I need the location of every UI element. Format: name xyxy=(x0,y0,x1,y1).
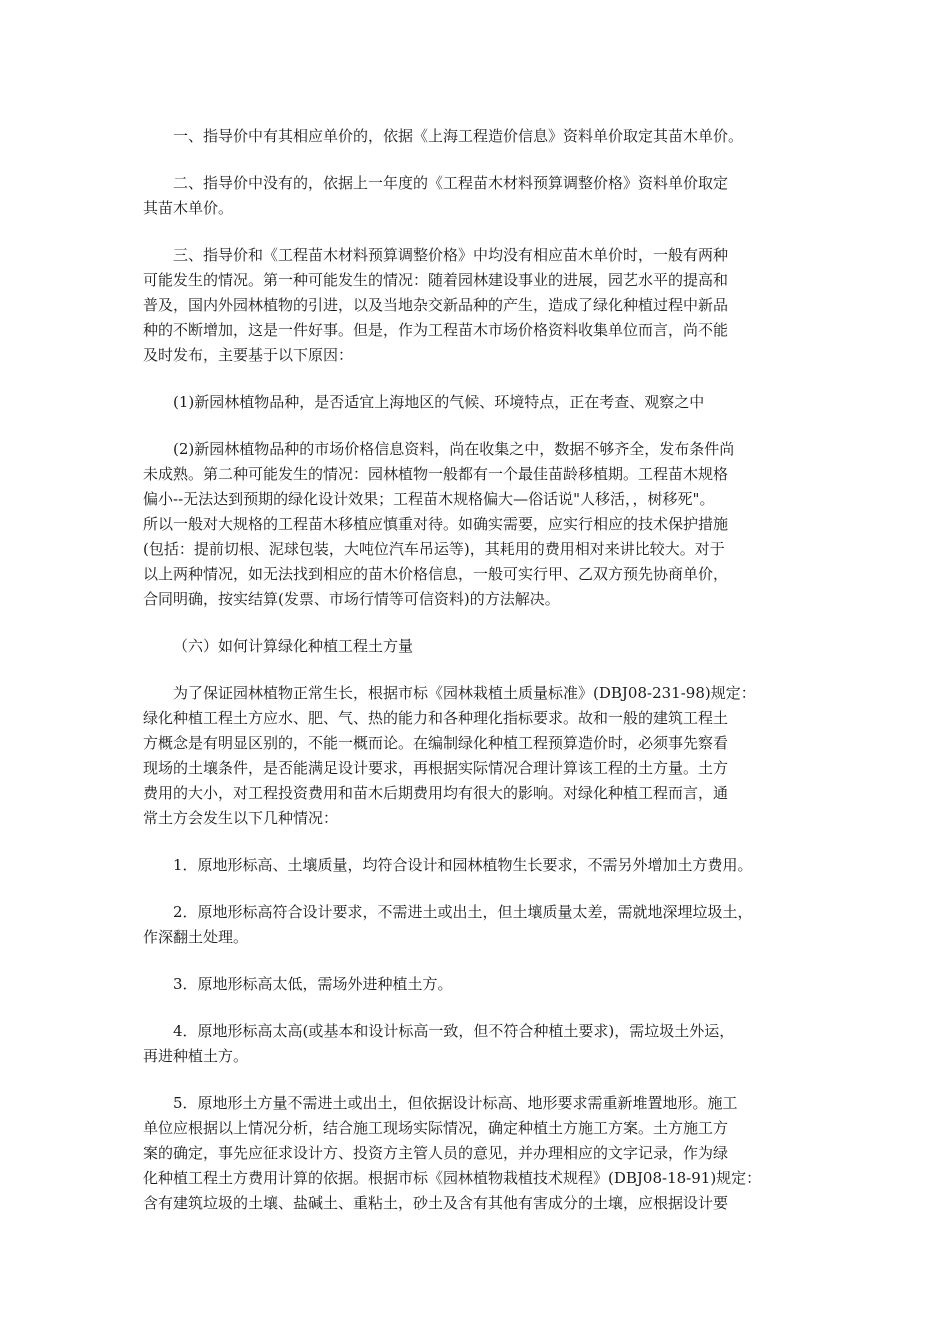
text-line: 种的不断增加，这是一件好事。但是，作为工程苗木市场价格资料收集单位而言，尚不能 xyxy=(143,321,729,339)
text-line: 以上两种情况，如无法找到相应的苗木价格信息，一般可实行甲、乙双方预先协商单价， xyxy=(143,565,729,583)
text-line: 1．原地形标高、土壤质量，均符合设计和园林植物生长要求，不需另外增加土方费用。 xyxy=(173,856,753,874)
paragraph xyxy=(143,634,833,659)
text-line: 5．原地形土方量不需进土或出土，但依据设计标高、地形要求需重新堆置地形。施工 xyxy=(173,1094,738,1112)
text-line: 未成熟。第二种可能发生的情况：园林植物一般都有一个最佳苗龄移植期。工程苗木规格 xyxy=(143,465,729,483)
paragraph xyxy=(143,972,833,997)
paragraph xyxy=(143,390,833,415)
text-line: 三、指导价和《工程苗木材料预算调整价格》中均没有相应苗木单价时，一般有两种 xyxy=(173,246,729,264)
text-line: 绿化种植工程土方应水、肥、气、热的能力和各种理化指标要求。故和一般的建筑工程土 xyxy=(143,709,729,727)
paragraph xyxy=(143,681,833,831)
text-line: 2．原地形标高符合设计要求，不需进土或出土，但土壤质量太差，需就地深埋垃圾土， xyxy=(173,903,753,921)
text-line: （六）如何计算绿化种植工程土方量 xyxy=(173,637,414,655)
text-line: 含有建筑垃圾的土壤、盐碱土、重粘土，砂土及含有其他有害成分的土壤，应根据设计要 xyxy=(143,1194,729,1212)
text-line: 作深翻土处理。 xyxy=(143,928,249,946)
text-line: 单位应根据以上情况分析，结合施工现场实际情况，确定种植土方施工方案。土方施工方 xyxy=(143,1119,729,1137)
text-line: 为了保证园林植物正常生长，根据市标《园林栽植土质量标准》(DBJ08-231-98)规定： xyxy=(173,684,756,702)
text-line: 常土方会发生以下几种情况： xyxy=(143,809,339,827)
paragraph xyxy=(143,171,833,221)
text-line: 所以一般对大规格的工程苗木移植应慎重对待。如确实需要，应实行相应的技术保护措施 xyxy=(143,515,729,533)
text-line: 合同明确，按实结算(发票、市场行情等可信资料)的方法解决。 xyxy=(143,590,560,608)
text-line: 偏小--无法达到预期的绿化设计效果；工程苗木规格偏大—俗话说"人移活，，树移死"。 xyxy=(143,490,715,508)
paragraph xyxy=(143,1019,833,1069)
text-line: 其苗木单价。 xyxy=(143,199,234,217)
paragraph xyxy=(143,1091,833,1216)
text-line: (2)新园林植物品种的市场价格信息资料，尚在收集之中，数据不够齐全，发布条件尚 xyxy=(173,440,735,458)
paragraph xyxy=(143,900,833,950)
text-line: 可能发生的情况。第一种可能发生的情况：随着园林建设事业的进展，园艺水平的提高和 xyxy=(143,271,729,289)
text-line: 二、指导价中没有的，依据上一年度的《工程苗木材料预算调整价格》资料单价取定 xyxy=(173,174,729,192)
text-line: 3．原地形标高太低，需场外进种植土方。 xyxy=(173,975,453,993)
text-line: 案的确定，事先应征求设计方、投资方主管人员的意见，并办理相应的文字记录，作为绿 xyxy=(143,1144,729,1162)
text-line: 4．原地形标高太高(或基本和设计标高一致，但不符合种植土要求)，需垃圾土外运， xyxy=(173,1022,735,1040)
document-body xyxy=(143,124,833,1238)
text-line: (包括：提前切根、泥球包装，大吨位汽车吊运等)，其耗用的费用相对来讲比较大。对于 xyxy=(143,540,725,558)
text-line: 普及，国内外园林植物的引进，以及当地杂交新品种的产生，造成了绿化种植过程中新品 xyxy=(143,296,729,314)
text-line: 方概念是有明显区别的，不能一概而论。在编制绿化种植工程预算造价时，必须事先察看 xyxy=(143,734,729,752)
paragraph xyxy=(143,853,833,878)
text-line: 现场的土壤条件，是否能满足设计要求，再根据实际情况合理计算该工程的土方量。土方 xyxy=(143,759,729,777)
text-line: 化种植工程土方费用计算的依据。根据市标《园林植物栽植技术规程》(DBJ08-18-91)规定： xyxy=(143,1169,762,1187)
paragraph xyxy=(143,437,833,612)
text-line: 再进种植土方。 xyxy=(143,1047,249,1065)
text-line: 一、指导价中有其相应单价的，依据《上海工程造价信息》资料单价取定其苗木单价。 xyxy=(173,127,744,145)
paragraph xyxy=(143,243,833,368)
text-line: 及时发布，主要基于以下原因： xyxy=(143,346,354,364)
paragraph xyxy=(143,124,833,149)
text-line: 费用的大小，对工程投资费用和苗木后期费用均有很大的影响。对绿化种植工程而言，通 xyxy=(143,784,729,802)
text-line: (1)新园林植物品种，是否适宜上海地区的气候、环境特点，正在考查、观察之中 xyxy=(173,393,705,411)
